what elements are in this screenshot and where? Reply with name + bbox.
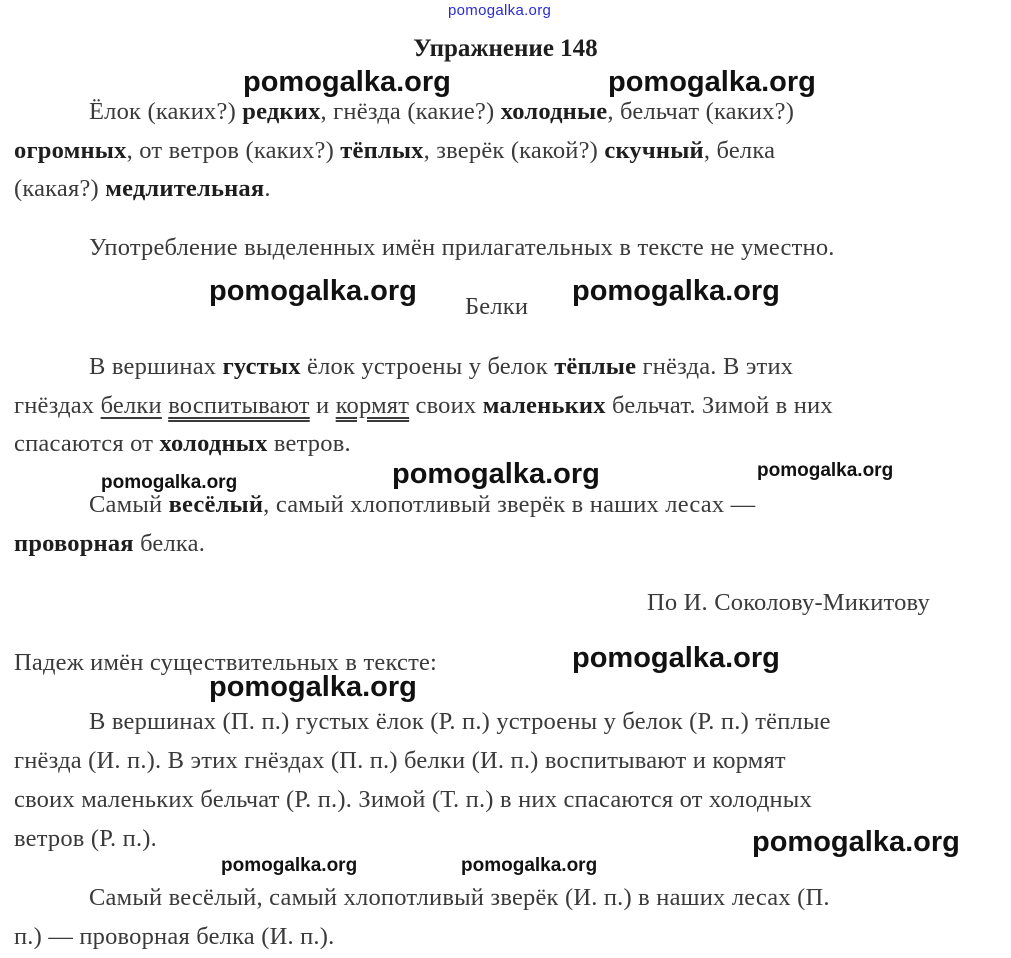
case-line3: своих маленьких бельчат (Р. п.). Зимой (Т. п.) в них спасаются от холодных [14, 786, 812, 813]
story-line5: проворная белка. [14, 530, 206, 557]
case-heading: Падеж имён существительных в тексте: [14, 649, 438, 676]
story-line3: спасаются от холодных ветров. [14, 430, 351, 457]
case-line4: ветров (Р. п.). [14, 825, 157, 852]
case-line5: Самый весёлый, самый хлопотливый зверёк (И. п.) в наших лесах (П. [89, 884, 830, 911]
usage-note: Употребление выделенных имён прилагательных в тексте не уместно. [89, 234, 835, 261]
watermark: pomogalka.org [221, 855, 358, 876]
watermark: pomogalka.org [608, 66, 816, 98]
case-line1: В вершинах (П. п.) густых ёлок (Р. п.) устроены у белок (Р. п.) тёплые [89, 708, 831, 735]
story-line2: гнёздах белки воспитывают и кормят своих маленьких бельчат. Зимой в них [14, 392, 833, 419]
story-line1: В вершинах густых ёлок устроены у белок тёплые гнёзда. В этих [89, 353, 794, 380]
author-credit: По И. Соколову-Микитову [647, 589, 930, 616]
watermark: pomogalka.org [572, 275, 780, 307]
watermark: pomogalka.org [392, 458, 600, 490]
exercise-title: Упражнение 148 [413, 35, 598, 62]
story-title: Белки [465, 293, 529, 320]
case-line2: гнёзда (И. п.). В этих гнёздах (П. п.) белки (И. п.) воспитывают и кормят [14, 747, 786, 774]
watermark: pomogalka.org [757, 460, 894, 481]
para1-line1: Ёлок (каких?) редких, гнёзда (какие?) холодные, бельчат (каких?) [89, 98, 795, 125]
watermark: pomogalka.org [209, 275, 417, 307]
watermark: pomogalka.org [243, 66, 451, 98]
watermark: pomogalka.org [461, 855, 598, 876]
story-line4: Самый весёлый, самый хлопотливый зверёк в наших лесах — [89, 491, 756, 518]
para1-line2: огромных, от ветров (каких?) тёплых, зверёк (какой?) скучный, белка [14, 137, 776, 164]
watermark: pomogalka.org [101, 472, 238, 493]
case-line6: п.) — проворная белка (И. п.). [14, 923, 335, 950]
watermark-top: pomogalka.org [448, 2, 552, 19]
para1-line3: (какая?) медлительная. [14, 175, 271, 202]
watermark: pomogalka.org [572, 642, 780, 674]
watermark: pomogalka.org [209, 671, 417, 703]
watermark: pomogalka.org [752, 826, 960, 858]
